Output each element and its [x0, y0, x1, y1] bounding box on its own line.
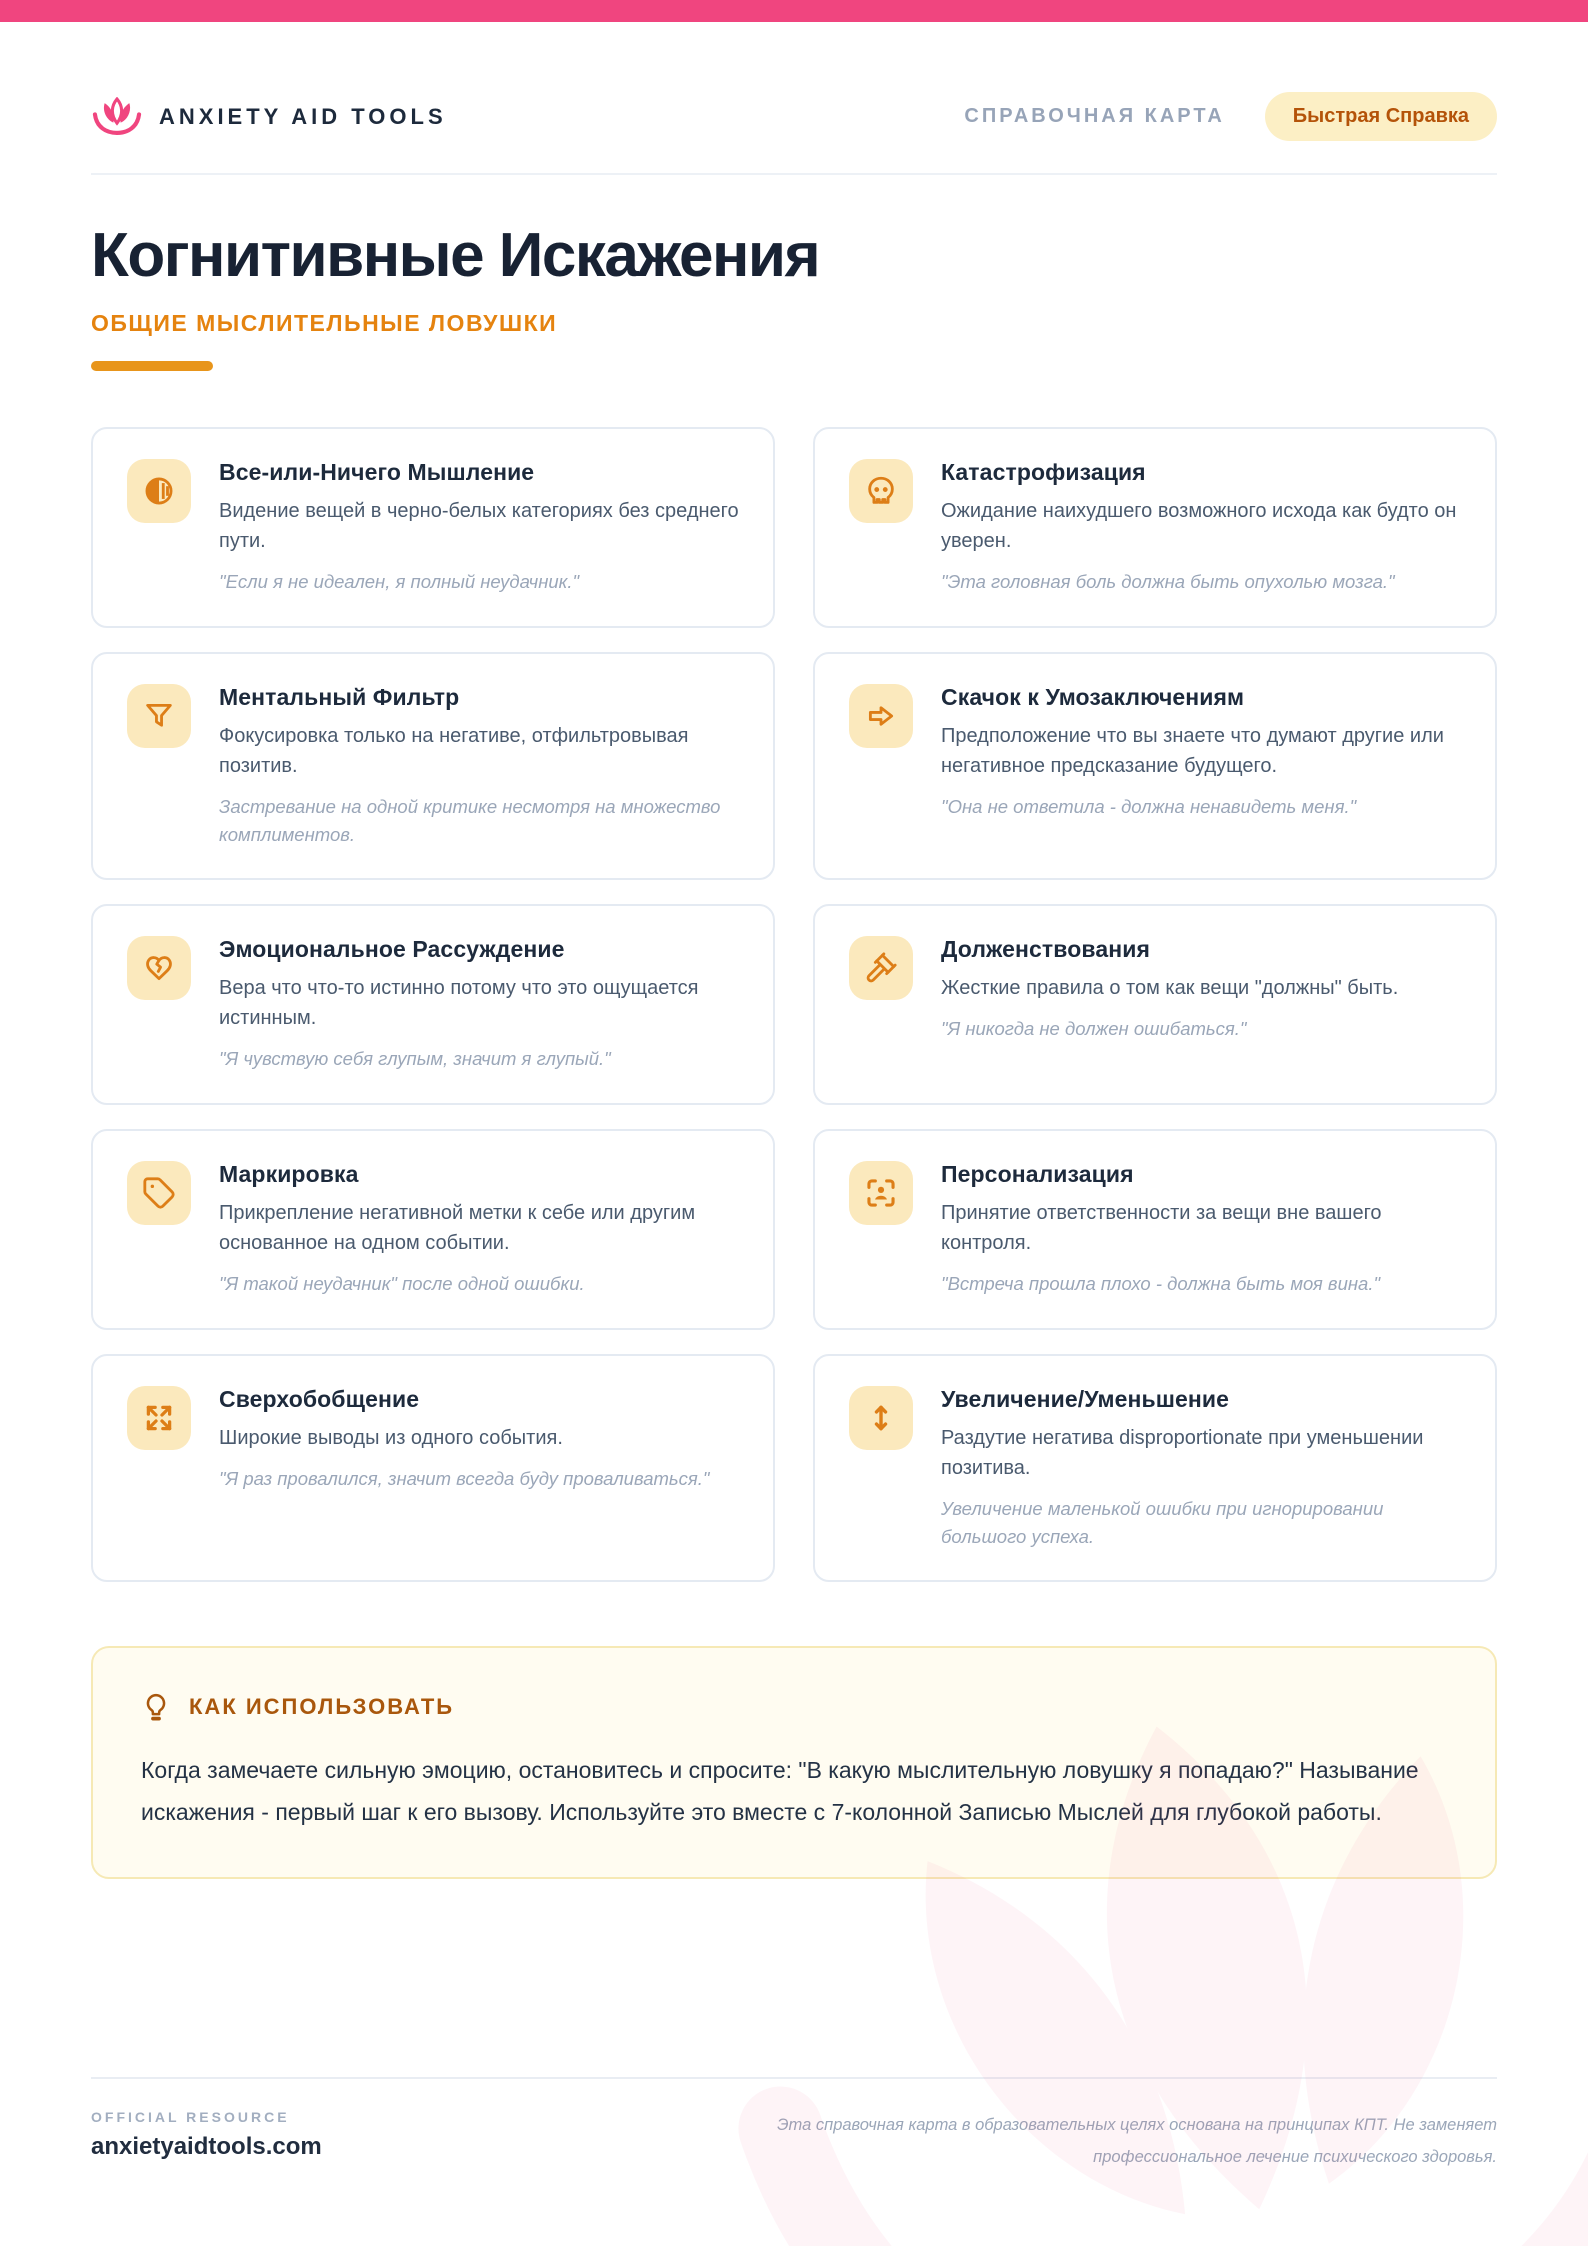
- card-catastrophizing: [813, 427, 1497, 628]
- card-title: Персонализация: [941, 1161, 1134, 1188]
- how-to-use-heading: КАК ИСПОЛЬЗОВАТЬ: [141, 1692, 1447, 1722]
- top-accent-bar: [0, 0, 1588, 22]
- card-example: "Если я не идеален, я полный неудачник.": [219, 571, 580, 593]
- card-icon-box: [127, 1386, 191, 1450]
- card-example: Застревание на одной критике несмотря на множество комплиментов.: [219, 795, 721, 845]
- card-icon-box: [127, 1161, 191, 1225]
- footer: [91, 2077, 1497, 2173]
- card-example: "Встреча прошла плохо - должна быть моя вина.": [941, 1273, 1381, 1295]
- card-title: Увеличение/Уменьшение: [941, 1385, 1230, 1412]
- brand-logo: [91, 97, 447, 137]
- card-description: Прикрепление негативной метки к себе или другим основанное на одном событии.: [219, 1202, 696, 1255]
- expand-arrows-icon: [142, 1401, 176, 1435]
- tag-icon: [142, 1176, 176, 1210]
- card-title: Скачок к Умозаключениям: [941, 683, 1245, 710]
- card-example: "Я никогда не должен ошибаться.": [941, 1018, 1247, 1040]
- card-description: Фокусировка только на негативе, отфильтровывая позитив.: [219, 724, 689, 777]
- broken-heart-icon: [142, 951, 176, 985]
- lightbulb-icon: [141, 1692, 171, 1722]
- header: [91, 92, 1497, 141]
- accent-underline: [91, 361, 213, 371]
- card-description: Видение вещей в черно-белых категориях без среднего пути.: [219, 500, 739, 553]
- up-down-arrow-icon: [864, 1401, 898, 1435]
- card-description: Раздутие негатива disproportionate при уменьшении позитива.: [941, 1426, 1424, 1479]
- disclaimer-text: Эта справочная карта в образовательных целях основана на принципах КПТ. Не заменяет профессиональное лечение психического здоровья.: [777, 2116, 1497, 2167]
- site-link[interactable]: anxietyaidtools.com: [91, 2133, 322, 2160]
- card-example: "Она не ответила - должна ненавидеть меня.": [941, 795, 1357, 817]
- card-icon-box: [849, 936, 913, 1000]
- distortion-cards-grid: [91, 427, 1497, 1582]
- card-icon-box: [127, 684, 191, 748]
- card-title: Эмоциональное Рассуждение: [219, 936, 565, 963]
- card-icon-box: [849, 1161, 913, 1225]
- quick-reference-badge: Быстрая Справка: [1265, 92, 1497, 141]
- card-all-or-nothing: [91, 427, 775, 628]
- card-example: "Я такой неудачник" после одной ошибки.: [219, 1273, 585, 1295]
- person-scan-icon: [864, 1176, 898, 1210]
- card-icon-box: [849, 459, 913, 523]
- card-description: Принятие ответственности за вещи вне вашего контроля.: [941, 1202, 1382, 1255]
- card-example: "Эта головная боль должна быть опухолью мозга.": [941, 571, 1395, 593]
- card-emotional-reasoning: [91, 904, 775, 1105]
- brand-name: ANXIETY AID TOOLS: [159, 103, 447, 129]
- gavel-icon: [864, 951, 898, 985]
- card-magnification-minimization: [813, 1354, 1497, 1583]
- card-title: Ментальный Фильтр: [219, 683, 460, 710]
- card-should-statements: [813, 904, 1497, 1105]
- card-example: "Я чувствую себя глупым, значит я глупый.": [219, 1048, 611, 1070]
- lotus-icon: [91, 97, 143, 137]
- card-description: Ожидание наихудшего возможного исхода как будто он уверен.: [941, 500, 1457, 553]
- page-subtitle: ОБЩИЕ МЫСЛИТЕЛЬНЫЕ ЛОВУШКИ: [91, 310, 558, 337]
- funnel-icon: [142, 699, 176, 733]
- card-personalization: [813, 1129, 1497, 1330]
- contrast-icon: [142, 474, 176, 508]
- header-divider: [91, 173, 1497, 175]
- card-title: Долженствования: [941, 936, 1150, 963]
- card-icon-box: [849, 684, 913, 748]
- doc-type-label: СПРАВОЧНАЯ КАРТА: [964, 105, 1225, 127]
- how-to-use-text: Когда замечаете сильную эмоцию, остановитесь и спросите: "В какую мыслительную ловушку я попадаю?" Называние искажения - первый шаг к его вызову. Используйте это вместе с 7-колонной Записью Мыслей для глубокой работы.: [141, 1757, 1419, 1825]
- how-to-use-box: [91, 1646, 1497, 1879]
- card-description: Предположение что вы знаете что думают другие или негативное предсказание будущего.: [941, 724, 1444, 777]
- card-icon-box: [849, 1386, 913, 1450]
- card-example: Увеличение маленькой ошибки при игнорировании большого успеха.: [941, 1497, 1384, 1547]
- card-icon-box: [127, 459, 191, 523]
- card-title: Маркировка: [219, 1161, 359, 1188]
- card-description: Вера что что-то истинно потому что это ощущается истинным.: [219, 977, 699, 1030]
- card-example: "Я раз провалился, значит всегда буду проваливаться.": [219, 1467, 710, 1489]
- page-title: Когнитивные Искажения: [91, 221, 820, 290]
- official-resource-label: OFFICIAL RESOURCE: [91, 2109, 290, 2125]
- card-title: Сверхобобщение: [219, 1385, 420, 1412]
- skull-icon: [864, 474, 898, 508]
- card-jumping-to-conclusions: [813, 652, 1497, 881]
- card-labeling: [91, 1129, 775, 1330]
- card-title: Все-или-Ничего Мышление: [219, 459, 535, 486]
- card-mental-filter: [91, 652, 775, 881]
- card-icon-box: [127, 936, 191, 1000]
- arrow-right-icon: [864, 699, 898, 733]
- card-description: Широкие выводы из одного события.: [219, 1426, 563, 1449]
- card-description: Жесткие правила о том как вещи "должны" быть.: [941, 977, 1399, 1000]
- card-overgeneralization: [91, 1354, 775, 1583]
- card-title: Катастрофизация: [941, 459, 1146, 486]
